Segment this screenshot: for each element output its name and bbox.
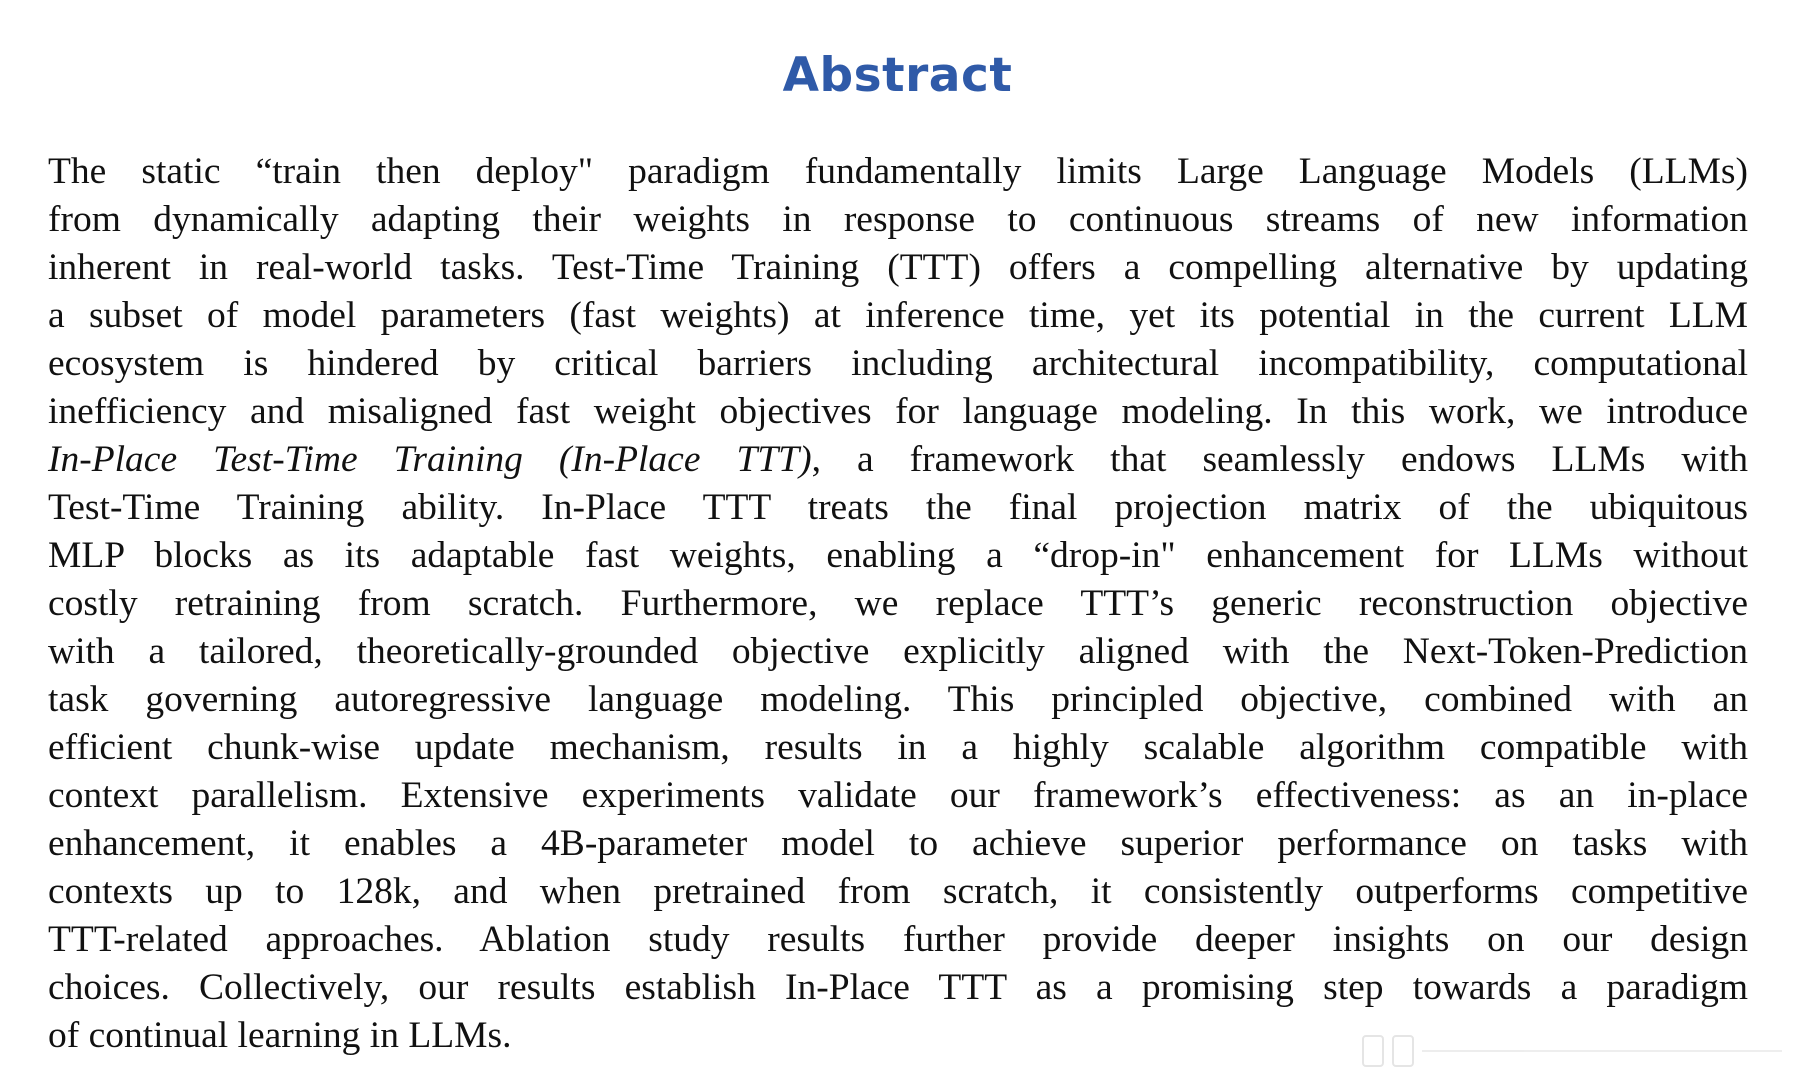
abstract-line-with-italic [48, 436, 1748, 484]
abstract-line: enhancement, it enables a 4B-parameter model to achieve superior performance on tasks with [48, 823, 1748, 864]
watermark-graphic [1362, 1034, 1782, 1068]
abstract-line: task governing autoregressive language modeling. This principled objective, combined with an [48, 679, 1748, 720]
watermark-glyph [1362, 1035, 1384, 1067]
abstract-line: TTT-related approaches. Ablation study results further provide deeper insights on our design [48, 919, 1748, 960]
abstract-line: with a tailored, theoretically-grounded objective explicitly aligned with the Next-Token-Prediction [48, 631, 1748, 672]
abstract-line-last: of continual learning in LLMs. [48, 1015, 512, 1056]
abstract-line: efficient chunk-wise update mechanism, results in a highly scalable algorithm compatible with [48, 727, 1748, 768]
abstract-line: inefficiency and misaligned fast weight objectives for language modeling. In this work, we introduce [48, 391, 1748, 432]
abstract-line: from dynamically adapting their weights in response to continuous streams of new information [48, 199, 1748, 240]
abstract-line: a subset of model parameters (fast weights) at inference time, yet its potential in the current LLM [48, 295, 1748, 336]
abstract-line-rest: , a framework that seamlessly endows LLMs with [811, 439, 1748, 480]
watermark-glyph [1392, 1035, 1414, 1067]
abstract-line: context parallelism. Extensive experiments validate our framework’s effectiveness: as an in-place [48, 775, 1748, 816]
abstract-line: ecosystem is hindered by critical barriers including architectural incompatibility, computational [48, 343, 1748, 384]
abstract-body [48, 148, 1748, 1060]
abstract-heading: Abstract [782, 48, 1013, 103]
abstract-line: The static “train then deploy" paradigm fundamentally limits Large Language Models (LLMs) [48, 151, 1748, 192]
abstract-line: costly retraining from scratch. Furthermore, we replace TTT’s generic reconstruction objective [48, 583, 1748, 624]
abstract-line: MLP blocks as its adaptable fast weights, enabling a “drop-in" enhancement for LLMs without [48, 535, 1748, 576]
watermark-bar [1422, 1050, 1782, 1052]
abstract-line: choices. Collectively, our results establish In-Place TTT as a promising step towards a paradigm [48, 967, 1748, 1008]
abstract-line: contexts up to 128k, and when pretrained from scratch, it consistently outperforms competitive [48, 871, 1748, 912]
abstract-line: inherent in real-world tasks. Test-Time Training (TTT) offers a compelling alternative by updating [48, 247, 1748, 288]
method-name-italic: In-Place Test-Time Training (In-Place TTT) [48, 439, 812, 480]
abstract-line: Test-Time Training ability. In-Place TTT treats the final projection matrix of the ubiquitous [48, 487, 1748, 528]
